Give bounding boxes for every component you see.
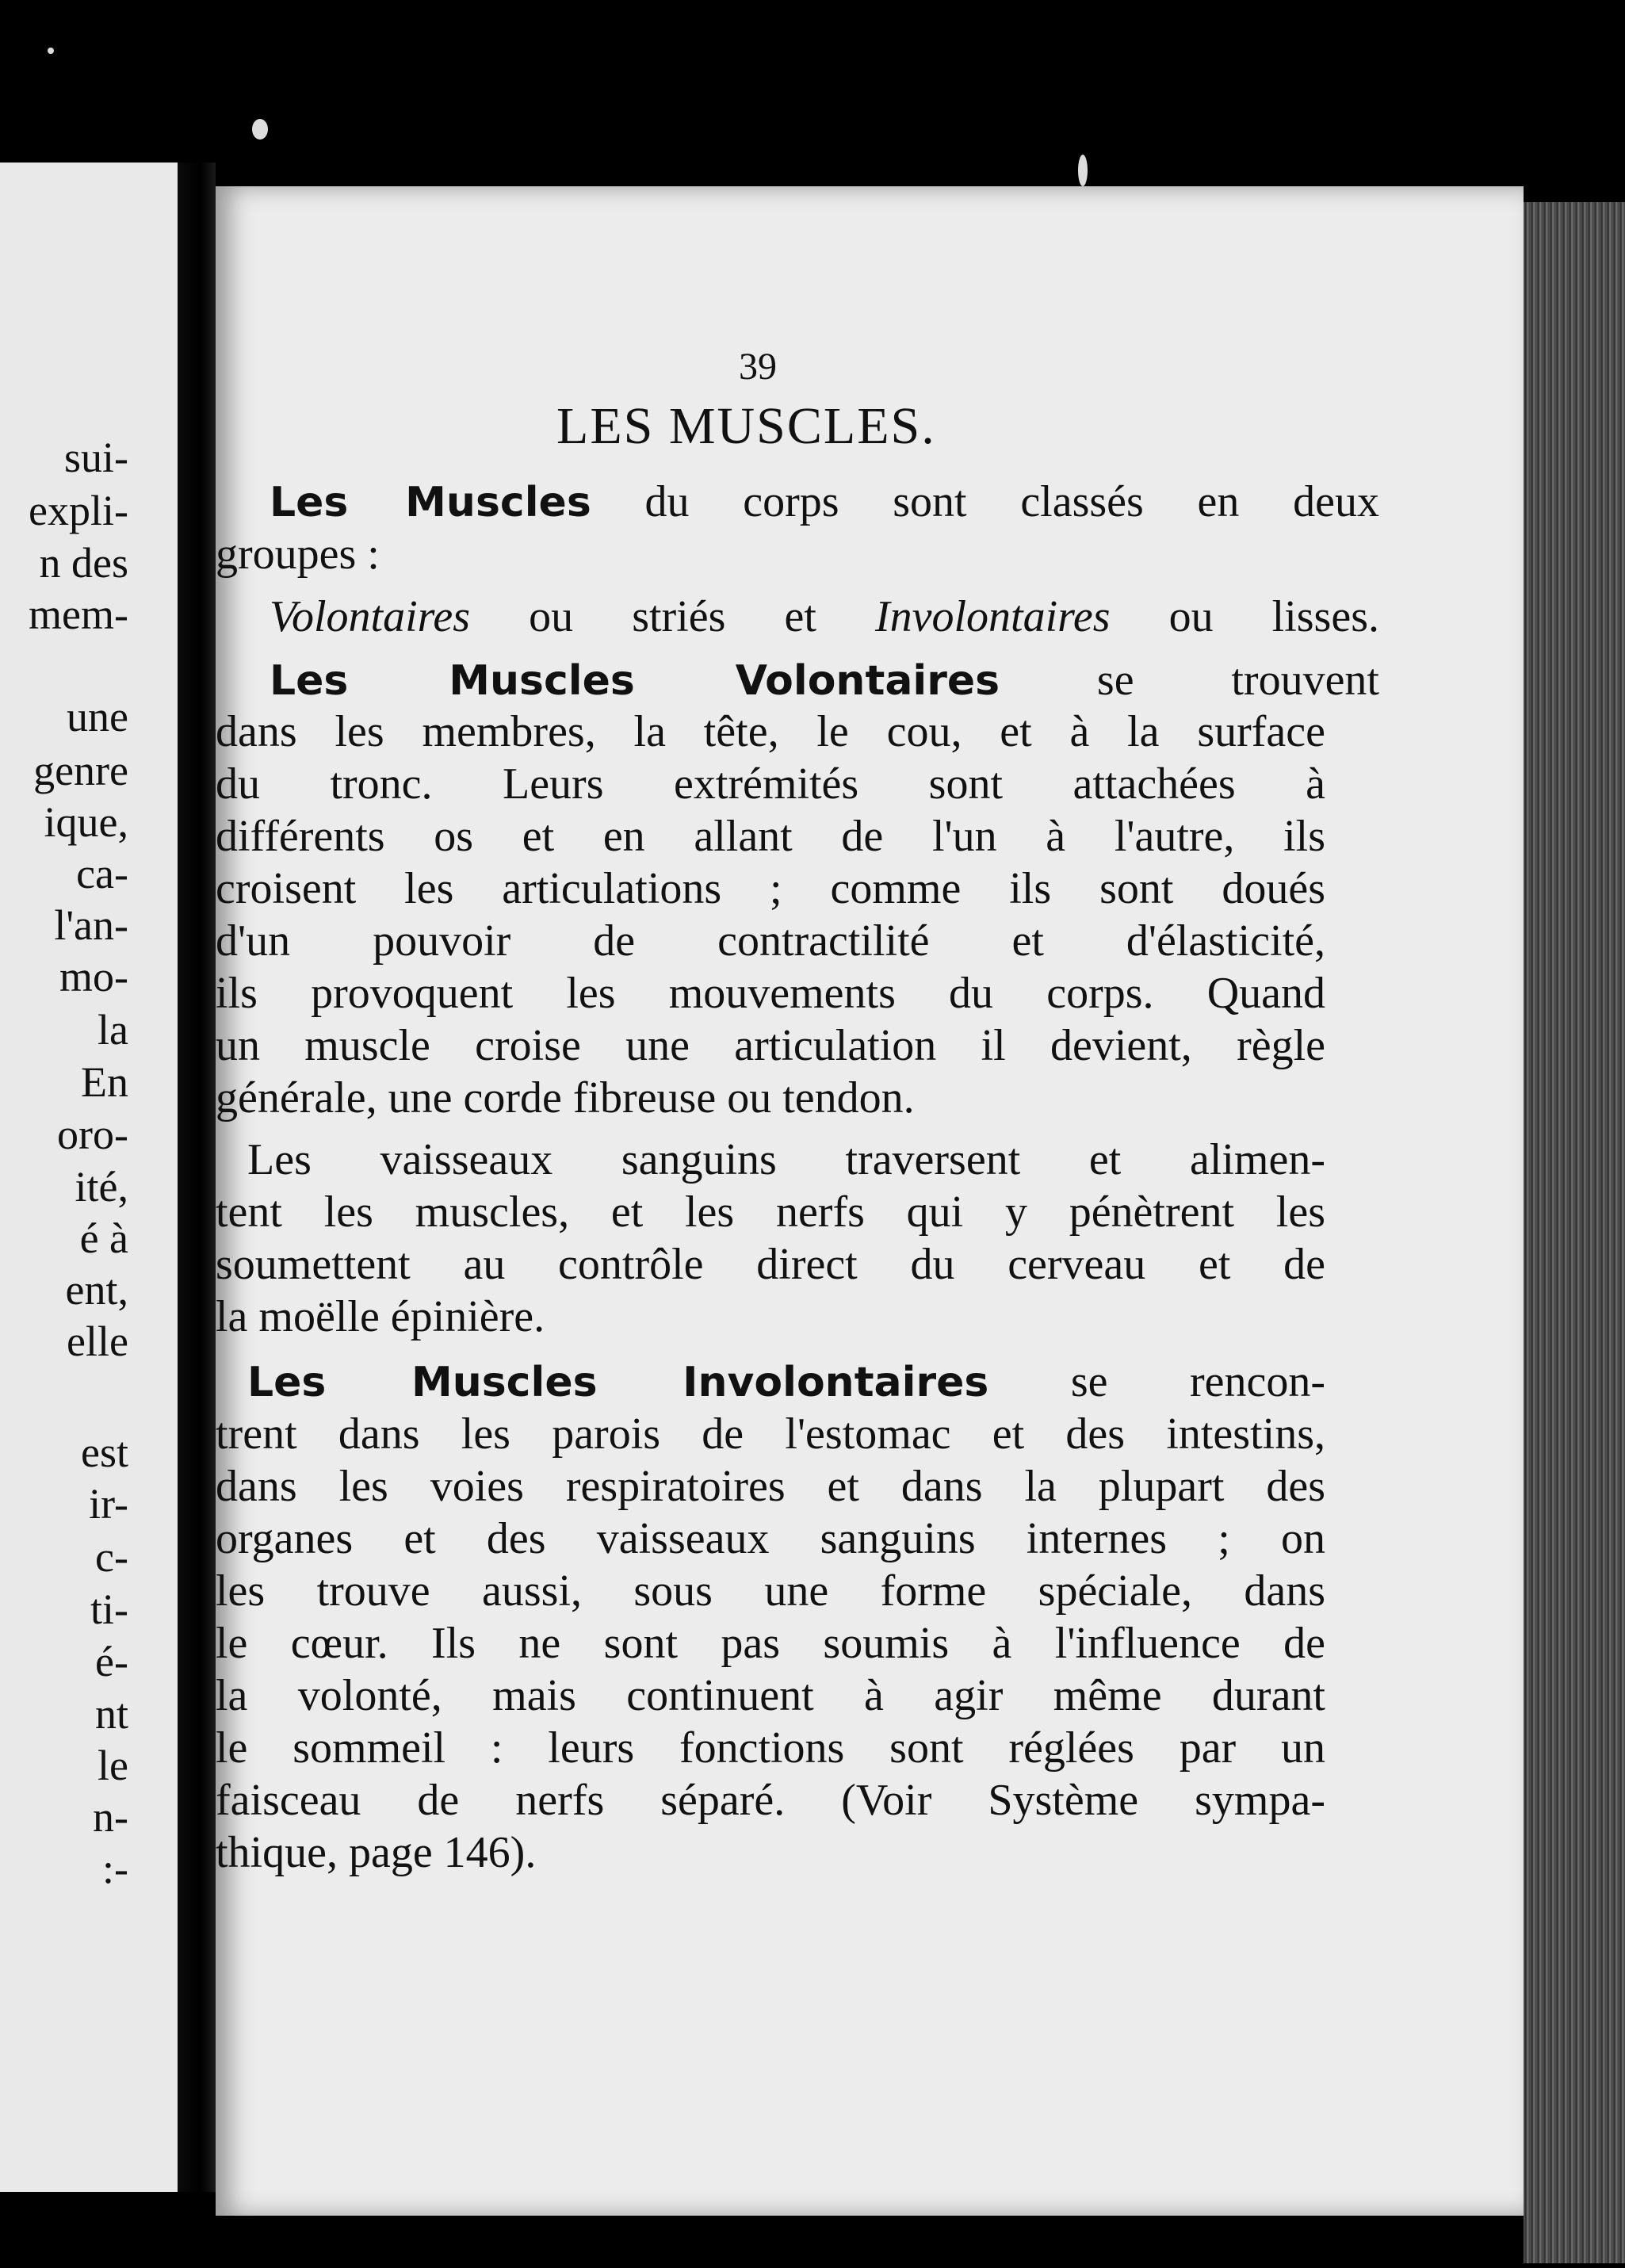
paragraph-line: trent dans les parois de l'estomac et des intestins, (216, 1409, 1325, 1459)
left-page-line: ir- (89, 1480, 128, 1528)
paragraph-line: du tronc. Leurs extrémités sont attachées à (216, 759, 1325, 809)
paragraph-line: le sommeil : leurs fonctions sont réglées par un (216, 1723, 1325, 1773)
left-page-line: En (81, 1058, 128, 1106)
paragraph-line: dans les membres, la tête, le cou, et à la surface (216, 707, 1325, 756)
left-page-line: mem- (29, 591, 128, 638)
left-page-line: n des (39, 539, 128, 587)
book-gutter (178, 163, 216, 2192)
page-number: 39 (739, 346, 777, 388)
chapter-title: LES MUSCLES. (556, 397, 936, 455)
left-page-line: l'an- (54, 901, 128, 949)
paragraph-line: croisent les articulations ; comme ils sont doués (216, 864, 1325, 913)
page-edges (1524, 202, 1625, 2263)
paragraph-text: se rencon- (988, 1357, 1325, 1406)
left-page-line: é à (79, 1214, 128, 1262)
left-page-line: le (98, 1742, 128, 1789)
left-page-line: c- (95, 1533, 128, 1581)
paragraph-line: dans les voies respiratoires et dans la plupart des (216, 1462, 1325, 1511)
left-page-line: n- (93, 1793, 128, 1841)
left-page-line: mo- (59, 953, 128, 1000)
left-page-line: genre (33, 747, 128, 794)
paragraph-line: le cœur. Ils ne sont pas soumis à l'influence de (216, 1619, 1325, 1668)
paragraph-line: faisceau de nerfs séparé. (Voir Système sympa- (216, 1776, 1325, 1825)
paragraph-line: thique, page 146). (216, 1828, 537, 1877)
left-page-line: une (67, 693, 128, 740)
paragraph-line: organes et des vaisseaux sanguins internes ; on (216, 1514, 1325, 1563)
left-page-line: elle (67, 1318, 128, 1365)
paragraph-line: ils provoquent les mouvements du corps. Quand (216, 969, 1325, 1018)
paragraph-line: soumettent au contrôle direct du cerveau et de (216, 1240, 1325, 1289)
paragraph-line: différents os et en allant de l'un à l'autre, ils (216, 812, 1325, 861)
paragraph-line: un muscle croise une articulation il devient, règle (216, 1021, 1325, 1070)
left-page-fragment (0, 163, 178, 2192)
paragraph-text: ou lisses. (1110, 592, 1379, 641)
paragraph-text: du corps sont classés en deux (591, 477, 1379, 526)
scan-speck (1078, 155, 1088, 186)
bold-heading: Les Muscles (270, 479, 591, 526)
left-page-line: :- (102, 1845, 128, 1892)
paragraph-line (270, 656, 1379, 705)
paragraph-line (270, 592, 1379, 641)
italic-term: Involontaires (874, 592, 1111, 641)
paragraph-text: ou striés et (470, 592, 875, 641)
paragraph-line: tent les muscles, et les nerfs qui y pénètrent les (216, 1188, 1325, 1237)
paragraph-line: d'un pouvoir de contractilité et d'élasticité, (216, 916, 1325, 966)
paragraph-line: groupes : (216, 530, 380, 579)
paragraph-line: Les vaisseaux sanguins traversent et alimen- (247, 1135, 1325, 1184)
paragraph-line (270, 477, 1379, 526)
left-page-line: suі- (64, 434, 128, 481)
left-page-line: est (81, 1428, 128, 1476)
paragraph-line (247, 1357, 1325, 1406)
bold-heading: Les Muscles Volontaires (270, 657, 1000, 705)
paragraph-line: la volonté, mais continuent à agir même durant (216, 1671, 1325, 1720)
left-page-line: é- (95, 1638, 128, 1685)
left-page-line: ique, (44, 798, 128, 846)
left-page-line: ti- (90, 1585, 128, 1633)
paragraph-line: les trouve aussi, sous une forme spéciale, dans (216, 1566, 1325, 1616)
left-page-line: ent, (65, 1266, 128, 1314)
bold-heading: Les Muscles Involontaires (247, 1359, 989, 1406)
left-page-line: nt (94, 1690, 128, 1738)
left-page-line: la (98, 1006, 128, 1054)
paragraph-line: la moëlle épinière. (216, 1292, 545, 1341)
scan-speck (252, 119, 268, 140)
italic-term: Volontaires (270, 592, 471, 641)
paragraph-line: générale, une corde fibreuse ou tendon. (216, 1073, 915, 1123)
scan-speck (48, 48, 54, 54)
book-page (216, 186, 1524, 2216)
left-page-line: ité, (75, 1163, 128, 1210)
left-page-line: expli- (29, 487, 128, 534)
paragraph-text: se trouvent (1000, 656, 1379, 705)
left-page-line: oro- (57, 1111, 128, 1158)
left-page-line: ca- (76, 850, 128, 897)
